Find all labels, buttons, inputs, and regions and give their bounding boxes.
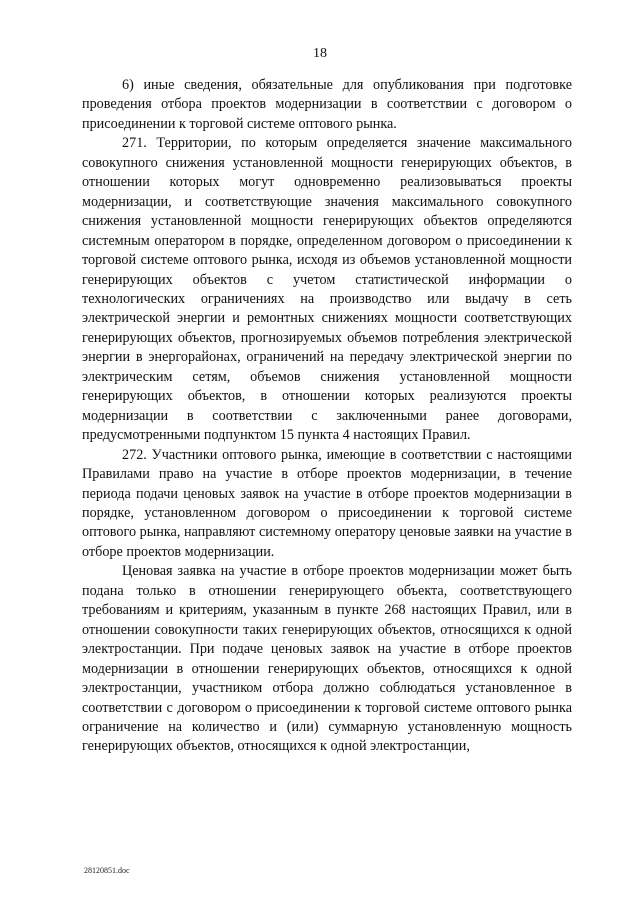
page-number: 18 — [313, 46, 327, 61]
paragraph-272: 272. Участники оптового рынка, имеющие в соответствии с настоящими Правилами право на участие в отборе проектов модернизации, в течение периода подачи ценовых заявок на участие в отборе проектов модернизации в порядке, установленном договором о присоединении к торговой системе оптового рынка, направляют системному оператору ценовые заявки на участие в отборе проектов модернизации. — [82, 446, 572, 560]
paragraph-price-bid: Ценовая заявка на участие в отборе проектов модернизации может быть подана только в отношении генерирующего объекта, соответствующего требованиям и критериям, указанным в пункте 268 настоящих Правил, или в отношении совокупности таких генерирующих объектов, относящихся к одной электростанции. При подаче ценовых заявок на участие в отборе проектов модернизации в отношении генерирующих объектов, относящихся к одной электростанции, участником отбора должно соблюдаться установленное в соответствии с договором о присоединении к торговой системе оптового рынка ограничение на количество и (или) суммарную установленную мощность генерирующих объектов, относящихся к одной электростанции, — [82, 563, 572, 755]
paragraph-item-6: 6) иные сведения, обязательные для опубликования при подготовке проведения отбора проектов модернизации в соответствии с договором о присоединении к торговой системе оптового рынка. — [82, 77, 572, 132]
paragraph-271: 271. Территории, по которым определяется значение максимального совокупного снижения установленной мощности генерирующих объектов, в отношении которых могут одновременно реализовываться проекты модернизации, и соответствующие значения максимального совокупного снижения установленной мощности генерирующих объектов определяются системным оператором в порядке, определенном договором о присоединении к торговой системе оптового рынка, исходя из объемов установленной мощности генерирующих объектов с учетом статистической информации о технологических ограничениях на производство или выдачу в сеть электрической энергии и ремонтных снижениях мощности соответствующих генерирующих объектов, прогнозируемых объемов потребления электрической энергии в энергорайонах, ограничений на передачу электрической энергии по электрическим сетям, объемов снижения установленной мощности генерирующих объектов, в отношении которых реализуются проекты модернизации в соответствии с заключенными ранее договорами, предусмотренными подпунктом 15 пункта 4 настоящих Правил. — [82, 135, 572, 444]
document-body — [82, 76, 572, 757]
footer-filename: 28120851.doc — [84, 866, 130, 875]
